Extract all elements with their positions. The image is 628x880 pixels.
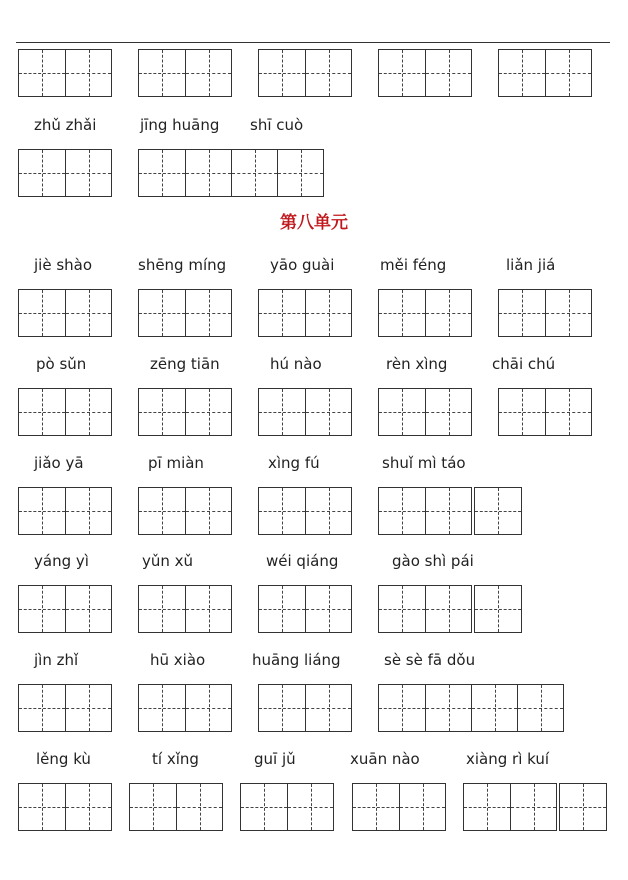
vertical-guide-line	[209, 290, 210, 336]
vertical-guide-line	[402, 290, 403, 336]
writing-grid[interactable]	[18, 585, 112, 633]
grid-cell[interactable]	[499, 290, 545, 336]
vertical-guide-line	[569, 389, 570, 435]
writing-grid[interactable]	[138, 49, 232, 97]
grid-cell[interactable]	[19, 784, 65, 830]
vertical-guide-line	[42, 586, 43, 632]
writing-grid[interactable]	[474, 585, 522, 633]
writing-grid[interactable]	[378, 49, 472, 97]
grid-cell[interactable]	[139, 488, 185, 534]
pinyin-label: jìn zhǐ	[34, 651, 79, 669]
top-rule	[16, 42, 610, 43]
pinyin-label: jiǎo yā	[34, 454, 84, 472]
grid-cell[interactable]	[65, 290, 111, 336]
pinyin-label: xiàng rì kuí	[466, 750, 550, 768]
pinyin-label: shuǐ mì táo	[382, 454, 466, 472]
grid-cell[interactable]	[259, 290, 305, 336]
vertical-guide-line	[209, 389, 210, 435]
vertical-guide-line	[42, 488, 43, 534]
vertical-guide-line	[583, 784, 584, 830]
grid-cell[interactable]	[65, 389, 111, 435]
grid-cell[interactable]	[545, 290, 591, 336]
pinyin-label: zhǔ zhǎi	[34, 116, 97, 134]
vertical-guide-line	[402, 50, 403, 96]
vertical-guide-line	[162, 685, 163, 731]
pinyin-label: xuān nào	[350, 750, 420, 768]
vertical-guide-line	[402, 685, 403, 731]
grid-cell[interactable]	[425, 389, 471, 435]
vertical-guide-line	[498, 586, 499, 632]
grid-cell[interactable]	[259, 50, 305, 96]
writing-grid[interactable]	[138, 585, 232, 633]
grid-cell[interactable]	[185, 150, 231, 196]
grid-cell[interactable]	[19, 389, 65, 435]
grid-cell[interactable]	[305, 290, 351, 336]
grid-cell[interactable]	[287, 784, 333, 830]
vertical-guide-line	[329, 488, 330, 534]
vertical-guide-line	[255, 150, 256, 196]
vertical-guide-line	[282, 488, 283, 534]
grid-cell[interactable]	[65, 488, 111, 534]
pinyin-label: gào shì pái	[392, 552, 474, 570]
vertical-guide-line	[42, 389, 43, 435]
grid-cell[interactable]	[19, 290, 65, 336]
grid-cell[interactable]	[475, 586, 521, 632]
vertical-guide-line	[301, 150, 302, 196]
grid-cell[interactable]	[19, 488, 65, 534]
grid-cell[interactable]	[379, 290, 425, 336]
writing-grid[interactable]	[352, 783, 446, 831]
grid-cell[interactable]	[19, 50, 65, 96]
vertical-guide-line	[162, 488, 163, 534]
vertical-guide-line	[329, 290, 330, 336]
writing-grid[interactable]	[559, 783, 607, 831]
writing-grid[interactable]	[18, 783, 112, 831]
writing-grid[interactable]	[18, 684, 112, 732]
pinyin-label: rèn xìng	[386, 355, 448, 373]
writing-grid[interactable]	[138, 487, 232, 535]
vertical-guide-line	[162, 50, 163, 96]
vertical-guide-line	[89, 150, 90, 196]
pinyin-label: zēng tiān	[150, 355, 220, 373]
pinyin-label: měi féng	[380, 256, 447, 274]
vertical-guide-line	[449, 50, 450, 96]
writing-grid[interactable]	[258, 289, 352, 337]
vertical-guide-line	[402, 586, 403, 632]
vertical-guide-line	[89, 290, 90, 336]
vertical-guide-line	[311, 784, 312, 830]
writing-grid[interactable]	[258, 388, 352, 436]
pinyin-label: shī cuò	[250, 116, 304, 134]
pinyin-label: lěng kù	[36, 750, 91, 768]
vertical-guide-line	[282, 586, 283, 632]
grid-cell[interactable]	[259, 389, 305, 435]
grid-cell[interactable]	[305, 389, 351, 435]
writing-grid[interactable]	[378, 585, 472, 633]
vertical-guide-line	[402, 488, 403, 534]
grid-cell[interactable]	[499, 50, 545, 96]
grid-cell[interactable]	[464, 784, 510, 830]
writing-grid[interactable]	[474, 487, 522, 535]
vertical-guide-line	[42, 685, 43, 731]
vertical-guide-line	[495, 685, 496, 731]
grid-cell[interactable]	[231, 150, 277, 196]
vertical-guide-line	[329, 389, 330, 435]
grid-cell[interactable]	[379, 488, 425, 534]
vertical-guide-line	[522, 290, 523, 336]
vertical-guide-line	[569, 50, 570, 96]
vertical-guide-line	[153, 784, 154, 830]
grid-cell[interactable]	[139, 586, 185, 632]
grid-cell[interactable]	[305, 488, 351, 534]
grid-cell[interactable]	[139, 389, 185, 435]
vertical-guide-line	[162, 290, 163, 336]
grid-cell[interactable]	[65, 50, 111, 96]
grid-cell[interactable]	[185, 586, 231, 632]
writing-grid[interactable]	[258, 49, 352, 97]
writing-grid[interactable]	[498, 388, 592, 436]
vertical-guide-line	[42, 150, 43, 196]
pinyin-label: yāo guài	[270, 256, 335, 274]
grid-cell[interactable]	[353, 784, 399, 830]
pinyin-label: pò sǔn	[36, 355, 87, 373]
grid-cell[interactable]	[65, 586, 111, 632]
grid-cell[interactable]	[379, 586, 425, 632]
vertical-guide-line	[282, 389, 283, 435]
grid-cell[interactable]	[545, 50, 591, 96]
grid-cell[interactable]	[379, 389, 425, 435]
vertical-guide-line	[569, 290, 570, 336]
pinyin-label: liǎn jiá	[506, 256, 556, 274]
grid-cell[interactable]	[185, 50, 231, 96]
grid-cell[interactable]	[65, 685, 111, 731]
grid-cell[interactable]	[305, 586, 351, 632]
grid-cell[interactable]	[475, 488, 521, 534]
pinyin-label: tí xǐng	[152, 750, 199, 768]
pinyin-label: yáng yì	[34, 552, 89, 570]
vertical-guide-line	[89, 50, 90, 96]
vertical-guide-line	[89, 488, 90, 534]
writing-grid[interactable]	[378, 289, 472, 337]
grid-cell[interactable]	[176, 784, 222, 830]
grid-cell[interactable]	[425, 290, 471, 336]
writing-grid[interactable]	[18, 49, 112, 97]
vertical-guide-line	[329, 685, 330, 731]
vertical-guide-line	[534, 784, 535, 830]
pinyin-label: huāng liáng	[252, 651, 341, 669]
vertical-guide-line	[42, 784, 43, 830]
grid-cell[interactable]	[545, 389, 591, 435]
pinyin-label: yǔn xǔ	[142, 552, 194, 570]
grid-cell[interactable]	[19, 586, 65, 632]
vertical-guide-line	[541, 685, 542, 731]
writing-grid[interactable]	[498, 289, 592, 337]
writing-grid[interactable]	[18, 149, 112, 197]
vertical-guide-line	[89, 389, 90, 435]
vertical-guide-line	[282, 290, 283, 336]
vertical-guide-line	[89, 586, 90, 632]
grid-cell[interactable]	[510, 784, 556, 830]
writing-grid[interactable]	[138, 289, 232, 337]
writing-grid[interactable]	[378, 684, 564, 732]
grid-cell[interactable]	[19, 150, 65, 196]
vertical-guide-line	[423, 784, 424, 830]
pinyin-label: wéi qiáng	[266, 552, 339, 570]
writing-grid[interactable]	[378, 487, 472, 535]
writing-grid[interactable]	[138, 684, 232, 732]
writing-grid[interactable]	[463, 783, 557, 831]
pinyin-label: sè sè fā dǒu	[384, 651, 476, 669]
pinyin-label: hū xiào	[150, 651, 206, 669]
writing-grid[interactable]	[18, 289, 112, 337]
writing-grid[interactable]	[498, 49, 592, 97]
vertical-guide-line	[42, 50, 43, 96]
vertical-guide-line	[402, 389, 403, 435]
grid-cell[interactable]	[259, 685, 305, 731]
vertical-guide-line	[209, 488, 210, 534]
grid-cell[interactable]	[379, 50, 425, 96]
unit-title: 第八单元	[280, 213, 348, 233]
writing-grid[interactable]	[378, 388, 472, 436]
grid-cell[interactable]	[130, 784, 176, 830]
grid-cell[interactable]	[425, 50, 471, 96]
vertical-guide-line	[282, 50, 283, 96]
grid-cell[interactable]	[185, 290, 231, 336]
grid-cell[interactable]	[139, 150, 185, 196]
grid-cell[interactable]	[185, 685, 231, 731]
grid-cell[interactable]	[471, 685, 517, 731]
writing-grid[interactable]	[258, 487, 352, 535]
vertical-guide-line	[449, 586, 450, 632]
writing-grid[interactable]	[129, 783, 223, 831]
vertical-guide-line	[449, 389, 450, 435]
grid-cell[interactable]	[185, 389, 231, 435]
grid-cell[interactable]	[425, 685, 471, 731]
grid-cell[interactable]	[139, 290, 185, 336]
grid-cell[interactable]	[517, 685, 563, 731]
vertical-guide-line	[89, 685, 90, 731]
grid-cell[interactable]	[499, 389, 545, 435]
vertical-guide-line	[42, 290, 43, 336]
vertical-guide-line	[162, 150, 163, 196]
pinyin-label: xìng fú	[268, 454, 320, 472]
pinyin-label: hú nào	[270, 355, 322, 373]
vertical-guide-line	[522, 389, 523, 435]
grid-cell[interactable]	[399, 784, 445, 830]
grid-cell[interactable]	[19, 685, 65, 731]
pinyin-label: chāi chú	[492, 355, 556, 373]
grid-cell[interactable]	[139, 50, 185, 96]
vertical-guide-line	[522, 50, 523, 96]
vertical-guide-line	[209, 586, 210, 632]
writing-grid[interactable]	[138, 149, 324, 197]
writing-grid[interactable]	[138, 388, 232, 436]
pinyin-label: pī miàn	[148, 454, 204, 472]
vertical-guide-line	[162, 389, 163, 435]
grid-cell[interactable]	[65, 150, 111, 196]
pinyin-label: shēng míng	[138, 256, 227, 274]
vertical-guide-line	[329, 586, 330, 632]
grid-cell[interactable]	[425, 488, 471, 534]
vertical-guide-line	[209, 150, 210, 196]
grid-cell[interactable]	[65, 784, 111, 830]
vertical-guide-line	[498, 488, 499, 534]
grid-cell[interactable]	[305, 685, 351, 731]
writing-grid[interactable]	[18, 388, 112, 436]
grid-cell[interactable]	[560, 784, 606, 830]
vertical-guide-line	[209, 685, 210, 731]
pinyin-label: jīng huāng	[140, 116, 220, 134]
grid-cell[interactable]	[259, 488, 305, 534]
vertical-guide-line	[209, 50, 210, 96]
grid-cell[interactable]	[277, 150, 323, 196]
grid-cell[interactable]	[425, 586, 471, 632]
pinyin-label: jiè shào	[34, 256, 93, 274]
writing-grid[interactable]	[18, 487, 112, 535]
pinyin-label: guī jǔ	[254, 750, 296, 768]
vertical-guide-line	[376, 784, 377, 830]
vertical-guide-line	[282, 685, 283, 731]
vertical-guide-line	[487, 784, 488, 830]
grid-cell[interactable]	[185, 488, 231, 534]
writing-grid[interactable]	[240, 783, 334, 831]
vertical-guide-line	[449, 290, 450, 336]
vertical-guide-line	[264, 784, 265, 830]
vertical-guide-line	[162, 586, 163, 632]
vertical-guide-line	[200, 784, 201, 830]
writing-grid[interactable]	[258, 585, 352, 633]
grid-cell[interactable]	[241, 784, 287, 830]
grid-cell[interactable]	[139, 685, 185, 731]
grid-cell[interactable]	[259, 586, 305, 632]
grid-cell[interactable]	[379, 685, 425, 731]
vertical-guide-line	[89, 784, 90, 830]
vertical-guide-line	[449, 685, 450, 731]
writing-grid[interactable]	[258, 684, 352, 732]
grid-cell[interactable]	[305, 50, 351, 96]
vertical-guide-line	[329, 50, 330, 96]
vertical-guide-line	[449, 488, 450, 534]
